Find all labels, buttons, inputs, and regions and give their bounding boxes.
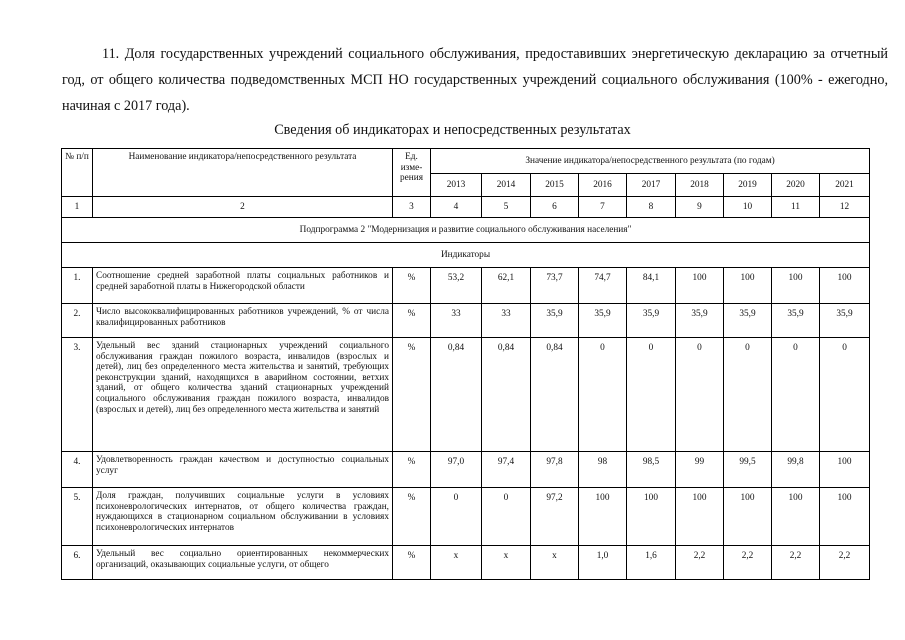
row-value: 2,2	[676, 546, 724, 580]
row-value: 35,9	[772, 304, 820, 338]
row-value: 97,2	[531, 488, 579, 546]
row-value: 84,1	[627, 268, 676, 304]
row-value: 0	[772, 338, 820, 452]
row-value: 2,2	[820, 546, 870, 580]
row-value: 100	[724, 268, 772, 304]
row-value: 35,9	[579, 304, 627, 338]
table-row	[62, 488, 870, 546]
row-value: 53,2	[431, 268, 482, 304]
year-cell: 2017	[627, 174, 676, 197]
row-value: 98,5	[627, 452, 676, 488]
column-number: 3	[393, 197, 431, 218]
row-value: 100	[724, 488, 772, 546]
row-value: 74,7	[579, 268, 627, 304]
row-value: 0	[820, 338, 870, 452]
row-value: x	[482, 546, 531, 580]
column-number: 1	[62, 197, 93, 218]
row-num: 4.	[62, 452, 93, 488]
row-value: 0,84	[431, 338, 482, 452]
row-value: 33	[482, 304, 531, 338]
table-row	[62, 452, 870, 488]
row-value: 2,2	[772, 546, 820, 580]
year-cell: 2016	[579, 174, 627, 197]
column-number: 7	[579, 197, 627, 218]
intro-paragraph: 11. Доля государственных учреждений социального обслуживания, предоставивших энергетическую декларацию за отчетный год, от общего количества подведомственных МСП НО государственных учреждений социального обслуживания (100% - ежегодно, начиная с 2017 года).	[62, 46, 888, 114]
row-value: 100	[627, 488, 676, 546]
row-value: 100	[579, 488, 627, 546]
row-value: 99,5	[724, 452, 772, 488]
row-num: 1.	[62, 268, 93, 304]
year-cell: 2020	[772, 174, 820, 197]
row-value: 100	[676, 488, 724, 546]
row-value: 62,1	[482, 268, 531, 304]
subprogram-title: Подпрограмма 2 "Модернизация и развитие социального обслуживания населения"	[62, 218, 870, 243]
row-value: 0	[579, 338, 627, 452]
row-value: 100	[772, 488, 820, 546]
row-value: 0	[482, 488, 531, 546]
row-name: Удельный вес социально ориентированных некоммерческих организаций, оказывающих социальные услуги, от общего	[93, 546, 393, 580]
row-unit: %	[393, 546, 431, 580]
column-number: 8	[627, 197, 676, 218]
column-number: 5	[482, 197, 531, 218]
row-value: 35,9	[820, 304, 870, 338]
row-value: 0	[676, 338, 724, 452]
row-value: 100	[676, 268, 724, 304]
row-unit: %	[393, 488, 431, 546]
header-unit: Ед. изме-рения	[393, 149, 431, 197]
row-value: 99,8	[772, 452, 820, 488]
row-name: Удовлетворенность граждан качеством и доступностью социальных услуг	[93, 452, 393, 488]
row-value: 100	[820, 452, 870, 488]
row-unit: %	[393, 452, 431, 488]
row-value: 0,84	[482, 338, 531, 452]
row-value: 73,7	[531, 268, 579, 304]
year-cell: 2019	[724, 174, 772, 197]
row-value: 99	[676, 452, 724, 488]
row-value: 35,9	[724, 304, 772, 338]
column-number: 4	[431, 197, 482, 218]
row-num: 6.	[62, 546, 93, 580]
row-num: 5.	[62, 488, 93, 546]
section-title: Индикаторы	[62, 243, 870, 268]
indicators-table	[61, 148, 870, 580]
column-number: 6	[531, 197, 579, 218]
row-value: 0,84	[531, 338, 579, 452]
table-row	[62, 338, 870, 452]
column-number: 11	[772, 197, 820, 218]
row-name: Доля граждан, получивших социальные услуги в условиях психоневрологических интернатов, от общего количества граждан, нуждающихся в стационарном социальном обслуживании в условиях психоневрологических интернатов	[93, 488, 393, 546]
row-unit: %	[393, 268, 431, 304]
section-row	[62, 243, 870, 268]
year-cell: 2018	[676, 174, 724, 197]
column-number: 2	[93, 197, 393, 218]
header-values: Значение индикатора/непосредственного результата (по годам)	[431, 149, 870, 174]
row-value: 97,0	[431, 452, 482, 488]
row-value: 1,6	[627, 546, 676, 580]
header-name: Наименование индикатора/непосредственного результата	[93, 149, 393, 197]
row-unit: %	[393, 304, 431, 338]
column-numbers-row	[62, 197, 870, 218]
row-value: 0	[724, 338, 772, 452]
row-value: 97,4	[482, 452, 531, 488]
row-value: 97,8	[531, 452, 579, 488]
row-value: x	[531, 546, 579, 580]
row-value: 98	[579, 452, 627, 488]
year-cell: 2014	[482, 174, 531, 197]
row-value: 100	[820, 268, 870, 304]
year-cell: 2021	[820, 174, 870, 197]
table-row	[62, 268, 870, 304]
row-value: x	[431, 546, 482, 580]
header-num: № п/п	[62, 149, 93, 197]
row-value: 35,9	[676, 304, 724, 338]
year-cell: 2015	[531, 174, 579, 197]
row-unit: %	[393, 338, 431, 452]
row-name: Соотношение средней заработной платы социальных работников и средней заработной платы в Нижегородской области	[93, 268, 393, 304]
subprogram-row	[62, 218, 870, 243]
row-value: 2,2	[724, 546, 772, 580]
row-name: Удельный вес зданий стационарных учреждений социального обслуживания граждан пожилого возраста, инвалидов (взрослых и детей), лиц без определенного места жительства и занятий, требующих реконструкции зданий, находящихся в аварийном состоянии, ветхих зданий, от общего количества зданий стационарных учреждений социального обслуживания граждан пожилого возраста, инвалидов (взрослых и детей), лиц без определенного места жительства и занятий	[93, 338, 393, 452]
column-number: 12	[820, 197, 870, 218]
column-number: 10	[724, 197, 772, 218]
header-row	[62, 149, 870, 174]
row-value: 0	[431, 488, 482, 546]
row-value: 100	[820, 488, 870, 546]
row-value: 35,9	[531, 304, 579, 338]
row-num: 3.	[62, 338, 93, 452]
row-num: 2.	[62, 304, 93, 338]
table-heading: Сведения об индикаторах и непосредственных результатах	[274, 122, 631, 138]
row-value: 35,9	[627, 304, 676, 338]
row-value: 0	[627, 338, 676, 452]
column-number: 9	[676, 197, 724, 218]
year-cell: 2013	[431, 174, 482, 197]
table-row	[62, 304, 870, 338]
row-value: 1,0	[579, 546, 627, 580]
row-name: Число высококвалифицированных работников учреждений, % от числа квалифицированных работников	[93, 304, 393, 338]
row-value: 100	[772, 268, 820, 304]
table-row	[62, 546, 870, 580]
row-value: 33	[431, 304, 482, 338]
